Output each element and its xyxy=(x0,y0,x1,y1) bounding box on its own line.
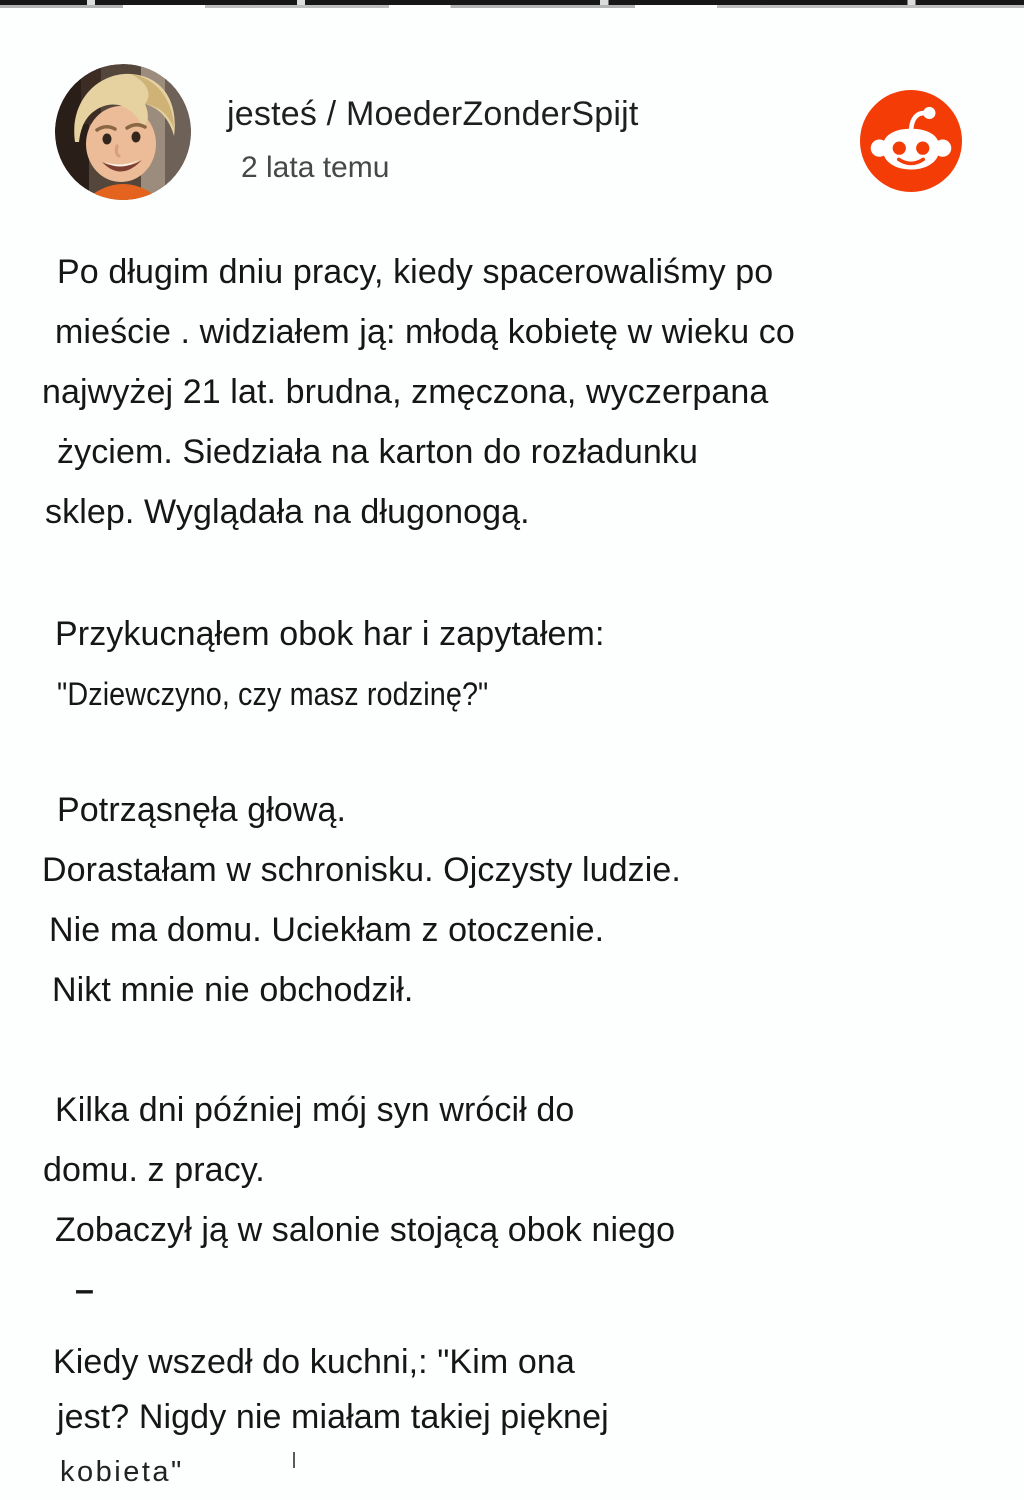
post-body xyxy=(42,242,1002,1500)
post-text-line: domu. z pracy. xyxy=(43,1151,265,1189)
post-text-line: sklep. Wyglądała na długonogą. xyxy=(45,493,530,531)
post-text-line: Przykucnąłem obok har i zapytałem: xyxy=(55,615,605,653)
post-text-line: Nikt mnie nie obchodził. xyxy=(52,971,414,1009)
post-text-line: jest? Nigdy nie miałam takiej pięknej xyxy=(57,1398,609,1436)
post-text-line: życiem. Siedziała na karton do rozładunku xyxy=(57,433,699,471)
cropped-content-strip xyxy=(0,0,1024,5)
post-text-line: Zobaczył ją w salonie stojącą obok niego xyxy=(55,1211,676,1249)
name-block xyxy=(227,64,639,185)
paragraph xyxy=(42,780,1002,1020)
post-text-line: Kilka dni później mój syn wrócił do xyxy=(55,1091,575,1129)
paragraph xyxy=(42,604,1002,724)
post-header xyxy=(55,64,639,200)
post-text-line: Dorastałam w schronisku. Ojczysty ludzie. xyxy=(42,851,681,889)
post-text-line: mieście . widziałem ją: młodą kobietę w wieku co xyxy=(55,313,795,351)
post-text-line: Potrząsnęła głową. xyxy=(57,791,347,829)
post-timestamp: 2 lata temu xyxy=(241,151,390,185)
paragraph xyxy=(42,1335,1002,1500)
paragraph xyxy=(42,1080,1002,1320)
scan-artifact xyxy=(293,1452,295,1468)
post-text-line: Po długim dniu pracy, kiedy spacerowaliśmy po xyxy=(57,253,774,291)
user-avatar[interactable] xyxy=(55,64,191,200)
post-text-line: "Dziewczyno, czy masz rodzinę?" xyxy=(57,676,489,712)
post-text-line: kobieta" xyxy=(60,1456,184,1488)
username[interactable]: jesteś / MoederZonderSpijt xyxy=(227,95,639,133)
post-text-line: najwyżej 21 lat. brudna, zmęczona, wyczerpana xyxy=(42,373,769,411)
paragraph xyxy=(42,242,1002,542)
post-text-line: Kiedy wszedł do kuchni,: "Kim ona xyxy=(53,1343,575,1381)
post-text-line: – xyxy=(75,1271,95,1309)
reddit-logo-icon[interactable] xyxy=(860,90,962,192)
post-text-line: Nie ma domu. Uciekłam z otoczenie. xyxy=(49,911,605,949)
